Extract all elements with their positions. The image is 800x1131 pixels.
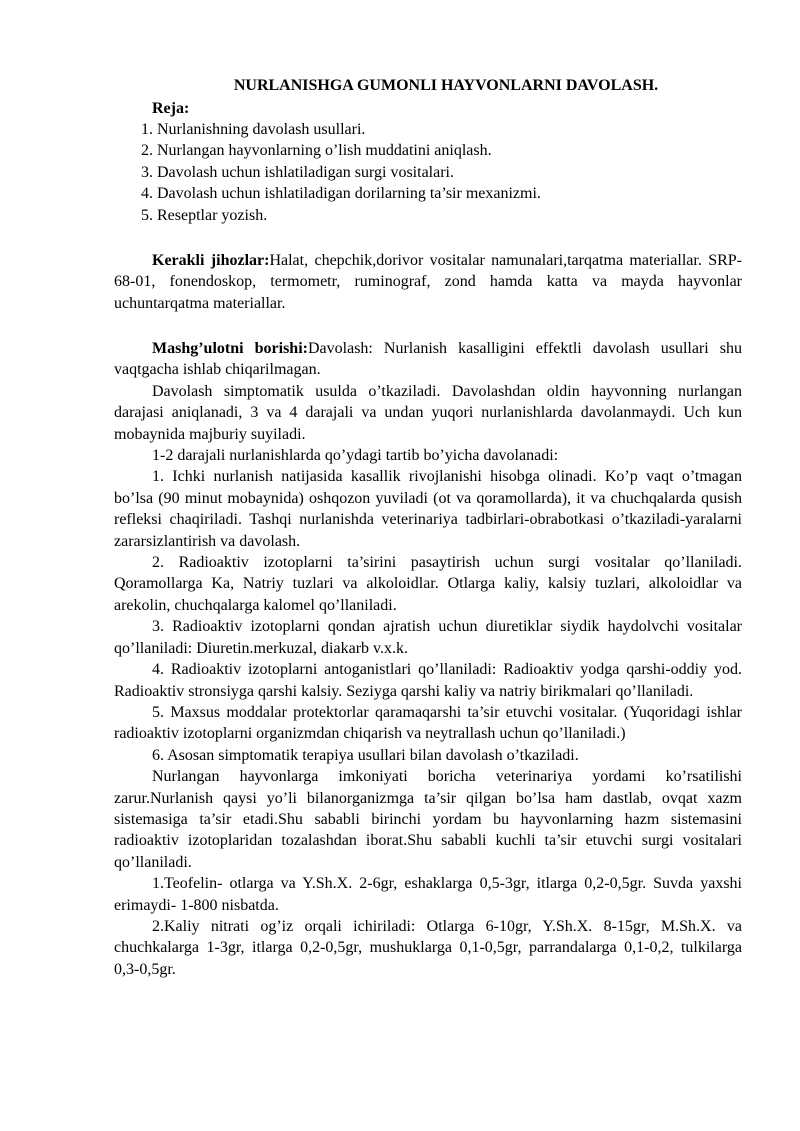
lesson-label: Mashg’ulotni borishi:	[152, 340, 308, 357]
body-paragraph: 2. Radioaktiv izotoplarni ta’sirini pasaytirish uchun surgi vositalar qo’llaniladi. Qoramollarga Ka, Natriy tuzlari va alkoloidlar. Otlarga kaliy, kalsiy tuzlari, alkoloidlar va arekolin, chuchqalarga kalomel qo’llaniladi.	[114, 554, 742, 614]
lesson-intro-text: Davolash: Nurlanish kasalligini effektli davolash usullari shu vaqtgacha ishlab chiqarilmagan.	[114, 340, 742, 379]
plan-item: 1. Nurlanishning davolash usullari.	[141, 121, 366, 138]
plan-list	[141, 119, 541, 226]
body-paragraph: 6. Asosan simptomatik terapiya usullari bilan davolash o’tkaziladi.	[152, 746, 579, 764]
plan-item: 3. Davolash uchun ishlatiladigan surgi vositalari.	[141, 163, 454, 181]
plan-item: 2. Nurlangan hayvonlarning o’lish muddatini aniqlash.	[141, 142, 492, 160]
equipment-label: Kerakli jihozlar:	[152, 252, 270, 269]
plan-item: 5. Reseptlar yozish.	[141, 206, 268, 224]
equipment-section	[114, 250, 742, 314]
body-paragraph: 4. Radioaktiv izotoplarni antoganistlari qo’llaniladi: Radioaktiv yodga qarshi-oddiy yod. Radioaktiv stronsiyga qarshi kalsiy. Seziyga qarshi kaliy va natriy birikmalari qo’llaniladi.	[114, 661, 742, 700]
equipment-paragraph	[114, 250, 742, 314]
lesson-section	[114, 338, 742, 980]
lesson-intro-paragraph	[114, 338, 742, 381]
body-paragraph: 1-2 darajali nurlanishlarda qo’ydagi tartib bo’yicha davolanadi:	[152, 447, 559, 465]
document-title: NURLANISHGA GUMONLI HAYVONLARNI DAVOLASH.	[233, 77, 659, 94]
body-paragraph: 5. Maxsus moddalar protektorlar qaramaqarshi ta’sir etuvchi vositalar. (Yuqoridagi ishlar radioaktiv izotoplarni organizmdan chiqarish va neytrallash uchun qo’llaniladi.)	[114, 703, 742, 743]
body-paragraph: 2.Kaliy nitrati og’iz orqali ichiriladi: Otlarga 6-10gr, Y.Sh.X. 8-15gr, M.Sh.X. va chuchkalarga 1-3gr, itlarga 0,2-0,5gr, mushuklarga 0,1-0,5gr, parrandalarga 0,1-0,2, tulkilarga 0,3-0,5gr.	[114, 917, 742, 978]
body-paragraph: 1.Teofelin- otlarga va Y.Sh.X. 2-6gr, eshaklarga 0,5-3gr, itlarga 0,2-0,5gr. Suvda yaxshi erimaydi- 1-800 nisbatda.	[114, 875, 742, 914]
plan-item: 4. Davolash uchun ishlatiladigan dorilarning ta’sir mexanizmi.	[141, 185, 541, 203]
plan-heading: Reja:	[152, 100, 190, 117]
equipment-text: Halat, chepchik,dorivor vositalar namunalari,tarqatma materiallar. SRP-68-01, fonendoskop, termometr, ruminograf, zond hamda katta va mayda hayvonlar uchuntarqatma materiallar.	[114, 252, 742, 312]
body-paragraph: Nurlangan hayvonlarga imkoniyati boricha veterinariya yordami ko’rsatilishi zarur.Nurlanish qaysi yo’li bilanorganizmga ta’sir qilgan bo’lsa ham dastlab, ovqat xazm sistemasiga ta’sir etadi.Shu sababli birinchi yordam bu hayvonlarning hazm sistemasini radioaktiv izotoplaridan tozalashdan iborat.Shu sababli kuchli ta’sir etuvchi surgi vositalari qo’llaniladi.	[114, 768, 742, 871]
body-paragraph: 1. Ichki nurlanish natijasida kasallik rivojlanishi hisobga olinadi. Ko’p vaqt o’tmagan bo’lsa (90 minut mobaynida) oshqozon yuviladi (ot va qoramollarda), it va chuchqalarda qusish refleksi chaqiriladi. Tashqi nurlanishda veterinariya tadbirlari-obrabotkasi o’tkaziladi-yaralarni zararsizlantirish va davolash.	[114, 468, 742, 550]
body-paragraph: 3. Radioaktiv izotoplarni qondan ajratish uchun diuretiklar siydik haydolvchi vositalar qo’llaniladi: Diuretin.merkuzal, diakarb v.x.k.	[114, 618, 742, 657]
body-paragraph: Davolash simptomatik usulda o’tkaziladi. Davolashdan oldin hayvonning nurlangan darajasi aniqlanadi, 3 va 4 darajali va undan yuqori nurlanishlarda davolanmaydi. Uch kun mobaynida majburiy suyiladi.	[114, 382, 742, 443]
